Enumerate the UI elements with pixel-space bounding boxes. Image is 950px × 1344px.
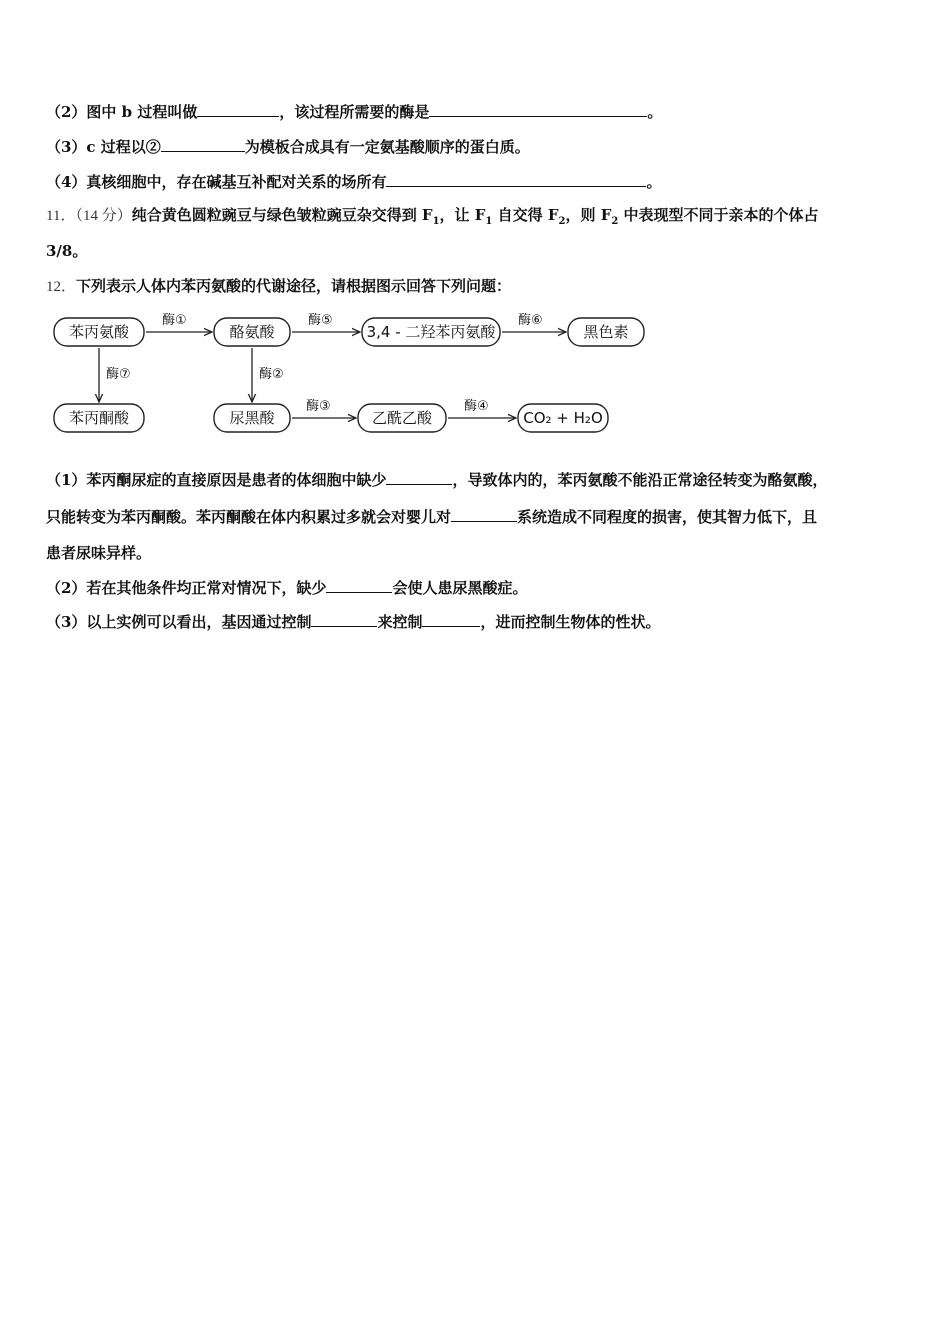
q10-part4-text-a: （4）真核细胞中，存在碱基互补配对关系的场所有	[46, 173, 387, 191]
node-acetoacetate	[358, 404, 446, 432]
q12-part3-text-a: （3）以上实例可以看出，基因通过控制	[46, 613, 312, 631]
q11-text-a: 纯合黄色圆粒豌豆与绿色皱粒豌豆杂交得到 F	[131, 206, 433, 224]
node-tyrosine-label: 酪氨酸	[229, 323, 275, 341]
q11-text-c: 自交得 F	[492, 206, 559, 224]
q12-part1-line3	[46, 542, 904, 564]
node-homogentisic-acid-label: 尿黑酸	[229, 409, 275, 427]
answer-blank[interactable]	[197, 100, 279, 117]
answer-blank[interactable]	[311, 610, 377, 627]
node-co2-h2o	[518, 404, 608, 432]
answer-blank[interactable]	[429, 100, 647, 117]
label-enzyme1: 酶①	[162, 313, 187, 328]
q10-part3-text-a: （3）c 过程以②	[46, 138, 161, 156]
q11-sub1: 1	[432, 216, 440, 227]
q12-part1-line2	[46, 505, 904, 528]
q12-number: 12．	[46, 279, 77, 295]
q12-intro	[46, 275, 904, 298]
answer-blank[interactable]	[326, 576, 392, 593]
node-dopa	[362, 318, 500, 346]
label-enzyme3: 酶③	[306, 399, 331, 414]
q12-part2-text-a: （2）若在其他条件均正常对情况下，缺少	[46, 579, 327, 597]
q10-part2-text-b: ，该过程所需要的酶是	[279, 103, 430, 121]
node-phenylpyruvate-label: 苯丙酮酸	[68, 409, 130, 427]
q10-part2-text-a: （2）图中 b 过程叫做	[46, 103, 198, 121]
q11-text-d: ，则 F	[565, 206, 612, 224]
q10-part3	[46, 135, 904, 158]
q11-number: 11．（14 分）	[46, 208, 132, 224]
q12-part1-text-b: ，导致体内的，苯丙氨酸不能沿正常途径转变为酪氨酸，	[452, 471, 828, 489]
q12-part3	[46, 610, 904, 633]
node-phenylalanine	[54, 318, 144, 346]
q12-part3-text-b: 来控制	[377, 613, 423, 631]
answer-blank[interactable]	[386, 170, 646, 187]
q12-part1-text-a: （1）苯丙酮尿症的直接原因是患者的体细胞中缺少	[46, 471, 387, 489]
q12-part3-text-c: ，进而控制生物体的性状。	[480, 613, 661, 631]
label-enzyme6: 酶⑥	[518, 313, 543, 328]
node-acetoacetate-label: 乙酰乙酸	[371, 409, 433, 427]
q10-part4-text-b: 。	[646, 173, 662, 191]
q11-sub3: 2	[558, 216, 566, 227]
q11-sub4: 2	[611, 216, 619, 227]
node-co2-h2o-label: CO₂ + H₂O	[523, 409, 603, 427]
node-melanin-label: 黑色素	[583, 323, 629, 341]
q12-part1-line1	[46, 468, 904, 491]
q11-line2	[46, 240, 904, 262]
q12-part2	[46, 576, 904, 599]
node-tyrosine	[214, 318, 290, 346]
q12-intro-text: 下列表示人体内苯丙氨酸的代谢途径，请根据图示回答下列问题：	[76, 277, 512, 295]
node-phenylalanine-label: 苯丙氨酸	[68, 323, 130, 341]
q11-text-b: ，让 F	[439, 206, 486, 224]
q11-text-f: 3/8。	[46, 242, 88, 260]
answer-blank[interactable]	[161, 135, 245, 152]
label-enzyme4: 酶④	[464, 399, 489, 414]
node-dopa-label: 3,4 - 二羟苯丙氨酸	[366, 323, 496, 341]
q11-line1	[46, 204, 904, 233]
node-melanin	[568, 318, 644, 346]
q10-part3-text-b: 为模板合成具有一定氨基酸顺序的蛋白质。	[244, 138, 530, 156]
label-enzyme7: 酶⑦	[106, 367, 131, 382]
q12-part1-text-e: 患者尿味异样。	[46, 544, 152, 562]
q11-text-e: 中表现型不同于亲本的个体占	[618, 206, 819, 224]
label-enzyme5: 酶⑤	[308, 313, 333, 328]
q12-part1-text-d: 系统造成不同程度的损害，使其智力低下，且	[517, 508, 818, 526]
node-homogentisic-acid	[214, 404, 290, 432]
q11-sub2: 1	[485, 216, 493, 227]
label-enzyme2: 酶②	[259, 367, 284, 382]
answer-blank[interactable]	[386, 468, 452, 485]
q10-part4	[46, 170, 904, 193]
q12-part1-text-c: 只能转变为苯丙酮酸。苯丙酮酸在体内积累过多就会对婴儿对	[46, 508, 452, 526]
q12-part2-text-b: 会使人患尿黑酸症。	[392, 579, 528, 597]
answer-blank[interactable]	[422, 610, 480, 627]
node-phenylpyruvate	[54, 404, 144, 432]
phenylalanine-metabolism-diagram	[52, 308, 652, 438]
q10-part2	[46, 100, 904, 123]
answer-blank[interactable]	[451, 505, 517, 522]
q10-part2-text-c: 。	[647, 103, 663, 121]
